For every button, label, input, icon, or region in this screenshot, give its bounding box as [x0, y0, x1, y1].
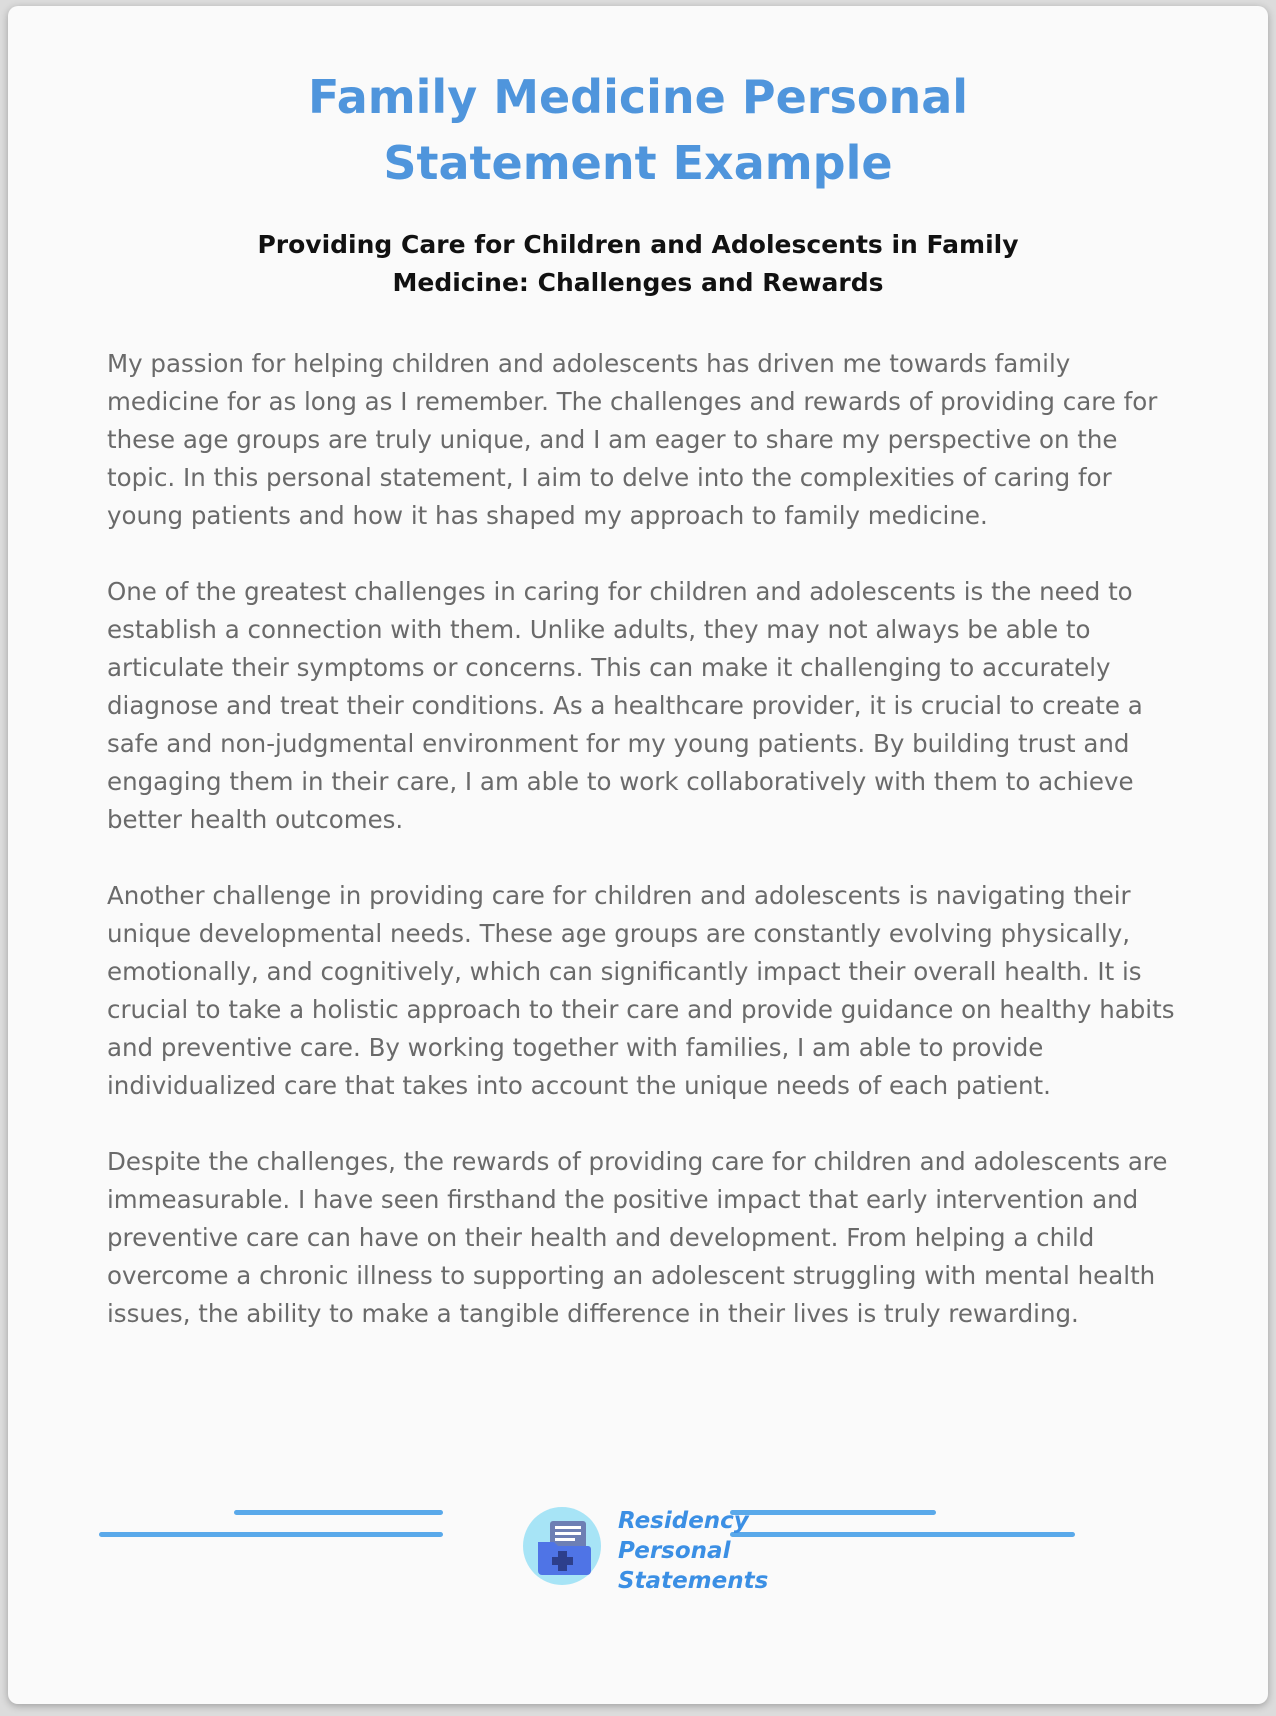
footer-line-left-short [234, 1510, 443, 1515]
footer-line-right-long [730, 1532, 1075, 1537]
paragraph-4: Despite the challenges, the rewards of providing care for children and adolescents are immeasurable. I have seen firsthand the positive impact that early intervention and preventive care can have on their health and development. From helping a child overcome a chronic illness to supporting an adolescent struggling with mental health issues, the ability to make a tangible difference in their lives is truly rewarding. [107, 1147, 1168, 1328]
page-title [8, 64, 1268, 196]
brand-line-1: Residency [618, 1508, 749, 1534]
brand-logo-text [618, 1506, 768, 1596]
footer-line-left-long [99, 1532, 443, 1537]
paragraph-3: Another challenge in providing care for children and adolescents is navigating their unique developmental needs. These age groups are constantly evolving physically, emotionally, and cognitively, which can significantly impact their overall health. It is crucial to take a holistic approach to their care and provide guidance on healthy habits and preventive care. By working together with families, I am able to provide individualized care that takes into account the unique needs of each patient. [107, 881, 1175, 1100]
page-subtitle [8, 226, 1268, 302]
folder-medical-icon [522, 1506, 602, 1586]
statement-body [107, 345, 1177, 1371]
subtitle-line-1: Providing Care for Children and Adolescents in Family [257, 230, 1019, 259]
document-page [8, 6, 1268, 1704]
subtitle-line-2: Medicine: Challenges and Rewards [392, 268, 884, 297]
title-line-2: Statement Example [383, 136, 893, 190]
brand-line-3: Statements [618, 1568, 769, 1594]
brand-line-2: Personal [618, 1538, 731, 1564]
paragraph-1: My passion for helping children and adolescents has driven me towards family medicine for as long as I remember. The challenges and rewards of providing care for these age groups are truly unique, and I am eager to share my perspective on the topic. In this personal statement, I aim to delve into the complexities of caring for young patients and how it has shaped my approach to family medicine. [107, 349, 1158, 530]
paragraph-2: One of the greatest challenges in caring for children and adolescents is the need to establish a connection with them. Unlike adults, they may not always be able to articulate their symptoms or concerns. This can make it challenging to accurately diagnose and treat their conditions. As a healthcare provider, it is crucial to create a safe and non-judgmental environment for my young patients. By building trust and engaging them in their care, I am able to work collaboratively with them to achieve better health outcomes. [107, 577, 1143, 834]
title-line-1: Family Medicine Personal [307, 70, 969, 124]
